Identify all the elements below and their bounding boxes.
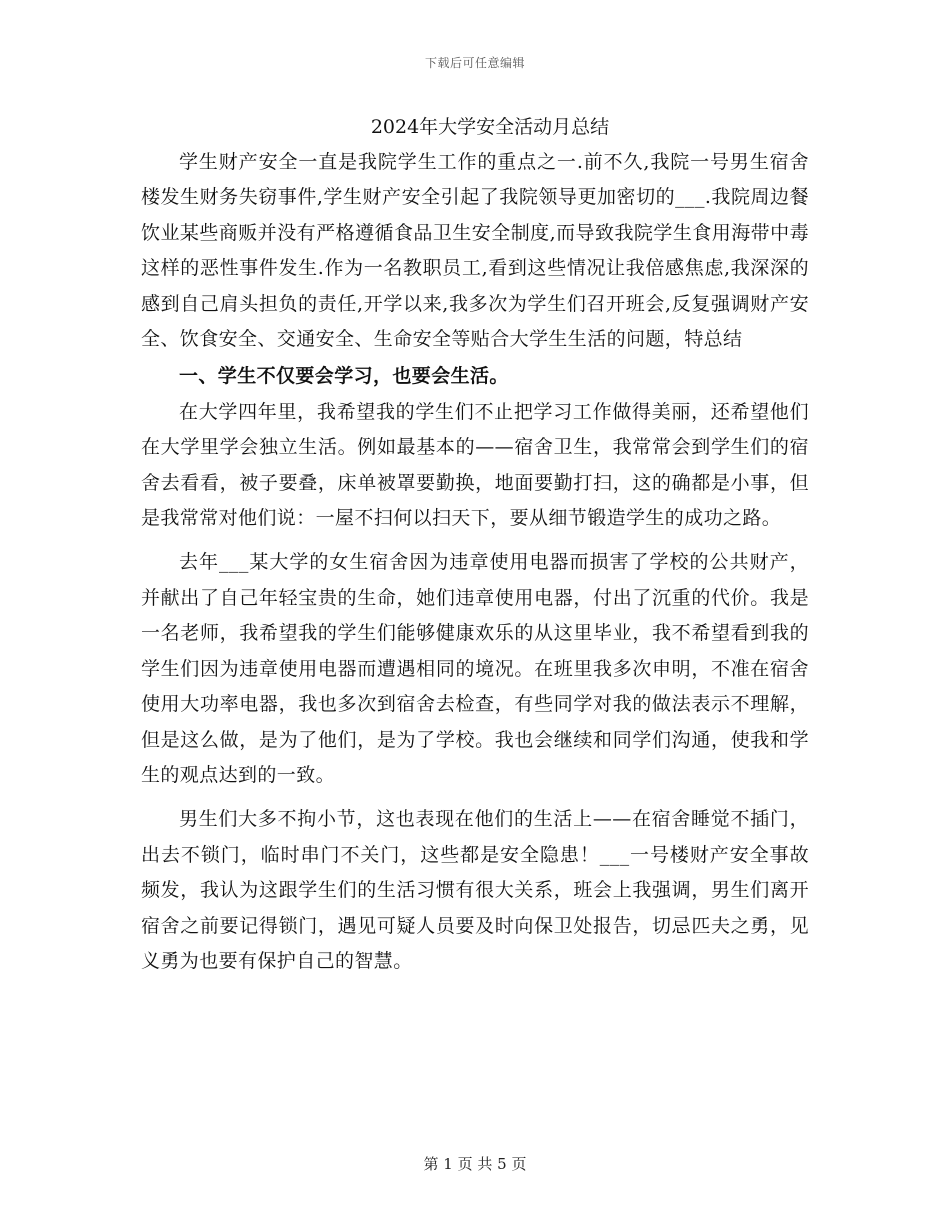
body-paragraph-1: 在大学四年里，我希望我的学生们不止把学习工作做得美丽，还希望他们在大学里学会独立生活。例如最基本的——宿舍卫生，我常常会到学生们的宿舍去看看，被子要叠，床单被罩要勤换，地面要勤打扫，这的确都是小事，但是我常常对他们说：一屋不扫何以扫天下，要从细节锻造学生的成功之路。 (141, 400, 809, 530)
document-title: 2024年大学安全活动月总结 (370, 116, 610, 138)
body-paragraph-2: 去年___某大学的女生宿舍因为违章使用电器而损害了学校的公共财产，并献出了自己年轻宝贵的生命，她们违章使用电器，付出了沉重的代价。我是一名老师，我希望我的学生们能够健康欢乐的从这里毕业，我不希望看到我的学生们因为违章使用电器而遭遇相同的境况。在班里我多次申明，不准在宿舍使用大功率电器，我也多次到宿舍去检查，有些同学对我的做法表示不理解，但是这么做，是为了他们，是为了学校。我也会继续和同学们沟通，使我和学生的观点达到的一致。 (141, 551, 809, 786)
section-heading-1: 一、学生不仅要会学习，也要会生活。 (179, 365, 509, 388)
body-paragraph-3: 男生们大多不拘小节，这也表现在他们的生活上——在宿舍睡觉不插门，出去不锁门，临时串门不关门，这些都是安全隐患！___一号楼财产安全事故频发，我认为这跟学生们的生活习惯有很大关系，班会上我强调，男生们离开宿舍之前要记得锁门，遇见可疑人员要及时向保卫处报告，切忌匹夫之勇，见义勇为也要有保护自己的智慧。 (141, 808, 809, 972)
intro-paragraph: 学生财产安全一直是我院学生工作的重点之一.前不久,我院一号男生宿舍楼发生财务失窃事件,学生财产安全引起了我院领导更加密切的___.我院周边餐饮业某些商贩并没有严格遵循食品卫生安全制度,而导致我院学生食用海带中毒这样的恶性事件发生.作为一名教职员工,看到这些情况让我倍感焦虑,我深深的感到自己肩头担负的责任,开学以来,我多次为学生们召开班会,反复强调财产安全、饮食安全、交通安全、生命安全等贴合大学生生活的问题，特总结 (141, 151, 809, 351)
page-number: 第 1 页 共 5 页 (423, 1155, 527, 1173)
page-header-note: 下载后可任意编辑 (424, 56, 525, 70)
document-body (141, 112, 809, 979)
